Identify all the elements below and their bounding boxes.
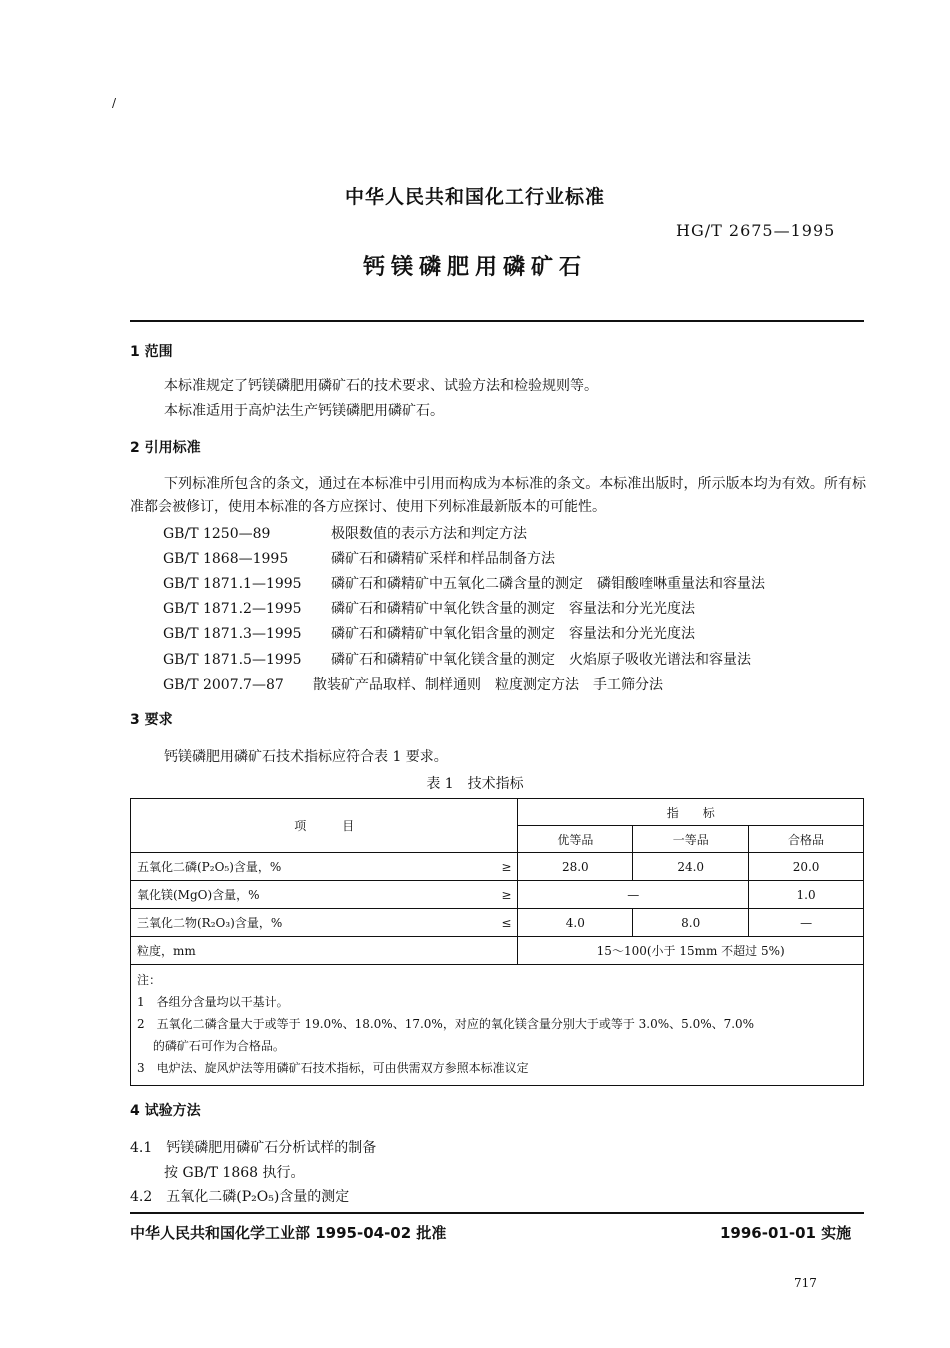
grade-qualified: 合格品 [749,826,864,853]
table-header-row [131,799,864,826]
title-rule [130,320,864,322]
reference-title: 磷矿石和磷精矿中氧化铁含量的测定 容量法和分光光度法 [331,601,695,617]
item-label: 粒度，mm [137,944,196,958]
reference-title: 磷矿石和磷精矿中氧化铝含量的测定 容量法和分光光度法 [331,626,695,642]
reference-code: GB/T 1250—89 [163,526,271,542]
item-label: 三氧化二物(R₂O₃)含量，% [137,916,283,930]
reference-title: 磷矿石和磷精矿中氧化镁含量的测定 火焰原子吸收光谱法和容量法 [331,652,751,668]
page-number: 717 [794,1276,817,1290]
grade-first: 一等品 [633,826,749,853]
comparison-sign: ≤ [501,915,512,930]
reference-code: GB/T 2007.7—87 [163,677,284,693]
section-1-para-1: 本标准规定了钙镁磷肥用磷矿石的技术要求、试验方法和检验规则等。 [164,378,598,394]
row-item [131,853,518,881]
header-item: 项 目 [131,799,518,853]
reference-title: 极限数值的表示方法和判定方法 [331,526,527,542]
section-4-heading: 4 试验方法 [130,1103,201,1119]
comparison-sign: ≥ [501,887,512,902]
table-notes [131,965,864,1086]
document-title: 钙镁磷肥用磷矿石 [362,255,587,280]
table-cell: 20.0 [749,853,864,881]
reference-item [163,674,663,694]
table-cell-merged: — [518,881,749,909]
reference-title: 磷矿石和磷精矿中五氧化二磷含量的测定 磷钼酸喹啉重量法和容量法 [331,576,765,592]
section-3-heading: 3 要求 [130,712,173,728]
stray-mark: / [112,96,117,110]
row-item [131,937,518,965]
standard-organization: 中华人民共和国化工行业标准 [344,186,605,208]
table-cell: 28.0 [518,853,633,881]
table-cell: 24.0 [633,853,749,881]
table-cell-span: 15～100(小于 15mm 不超过 5%) [518,937,864,965]
footer-rule [130,1212,864,1214]
item-label: 氧化镁(MgO)含量，% [137,888,260,902]
table-cell: 1.0 [749,881,864,909]
section-4-2-heading: 4.2 五氧化二磷(P₂O₅)含量的测定 [130,1189,350,1205]
reference-item [163,623,695,643]
table-row [131,937,864,965]
reference-code: GB/T 1871.1—1995 [163,576,302,592]
section-1-para-2: 本标准适用于高炉法生产钙镁磷肥用磷矿石。 [164,403,444,419]
spec-table [130,798,864,1086]
section-2-intro: 下列标准所包含的条文，通过在本标准中引用而构成为本标准的条文。本标准出版时，所示版本均为有效。所有标准都会被修订，使用本标准的各方应探讨、使用下列标准最新版本的可能性。 [130,476,866,515]
reference-title: 散装矿产品取样、制样通则 粒度测定方法 手工筛分法 [313,677,663,693]
section-4-1-heading: 4.1 钙镁磷肥用磷矿石分析试样的制备 [130,1140,377,1156]
table-cell: 4.0 [518,909,633,937]
note-item: 1 各组分含量均以干基计。 [137,995,289,1009]
reference-item [163,548,555,568]
section-1-heading: 1 范围 [130,344,173,360]
reference-code: GB/T 1871.3—1995 [163,626,302,642]
approval-line: 中华人民共和国化学工业部 1995-04-02 批准 [130,1224,447,1242]
row-item [131,909,518,937]
reference-item [163,598,695,618]
notes-title: 注： [137,973,162,987]
effective-date: 1996-01-01 实施 [720,1224,852,1242]
table-row [131,909,864,937]
reference-code: GB/T 1871.5—1995 [163,652,302,668]
reference-item [163,523,527,543]
note-item: 2 五氧化二磷含量大于或等于 19.0%、18.0%、17.0%，对应的氧化镁含量分别大于或等于 3.0%、5.0%、7.0% [137,1017,755,1031]
table-notes-row [131,965,864,1086]
note-item: 的磷矿石可作为合格品。 [137,1039,285,1053]
grade-superior: 优等品 [518,826,633,853]
section-2-heading: 2 引用标准 [130,440,201,456]
table-caption: 表 1 技术指标 [426,776,524,792]
table-cell: 8.0 [633,909,749,937]
reference-code: GB/T 1868—1995 [163,551,289,567]
reference-item [163,573,765,593]
note-item: 3 电炉法、旋风炉法等用磷矿石技术指标，可由供需双方参照本标准议定 [137,1061,529,1075]
table-cell: — [749,909,864,937]
section-3-intro: 钙镁磷肥用磷矿石技术指标应符合表 1 要求。 [164,749,448,765]
comparison-sign: ≥ [501,859,512,874]
table-row [131,853,864,881]
item-label: 五氧化二磷(P₂O₅)含量，% [137,860,282,874]
header-index: 指 标 [518,799,864,826]
section-4-1-body: 按 GB/T 1868 执行。 [164,1165,305,1181]
row-item [131,881,518,909]
reference-code: GB/T 1871.2—1995 [163,601,302,617]
table-row [131,881,864,909]
reference-item [163,649,751,669]
standard-code: HG/T 2675—1995 [676,221,836,240]
reference-title: 磷矿石和磷精矿采样和样品制备方法 [331,551,555,567]
